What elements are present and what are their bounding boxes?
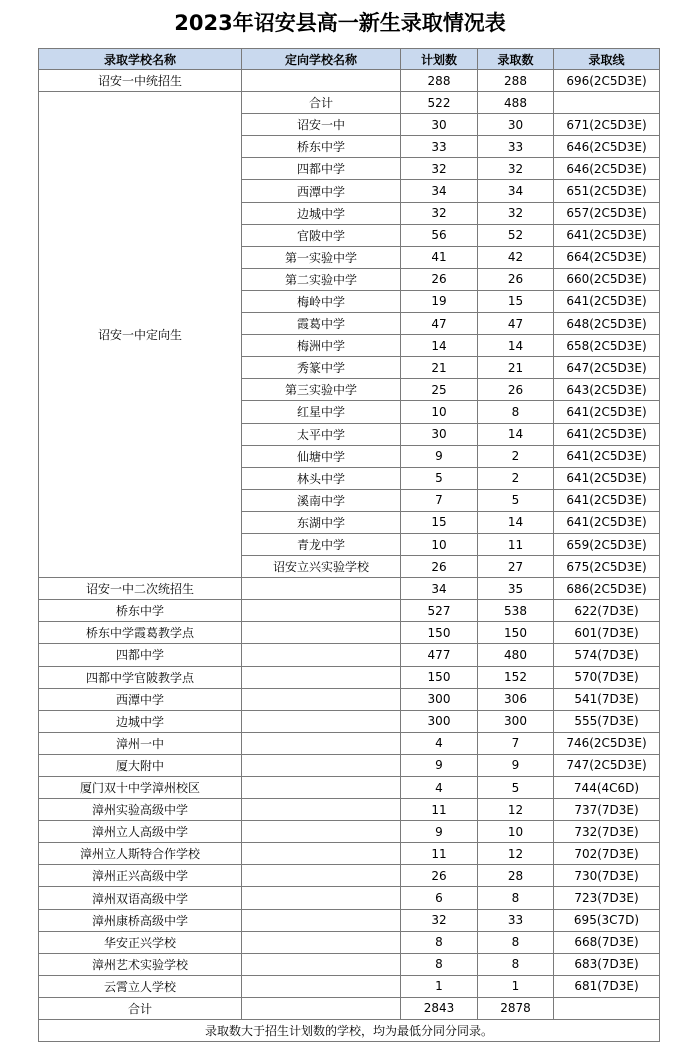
cell-plan: 19 [401, 290, 478, 312]
cell-school: 漳州立人高级中学 [39, 821, 242, 843]
cell-plan: 10 [401, 533, 478, 555]
cell-line: 660(2C5D3E) [554, 268, 660, 290]
cell-admit: 11 [478, 533, 554, 555]
cell-line: 641(2C5D3E) [554, 467, 660, 489]
cell-line: 541(7D3E) [554, 688, 660, 710]
cell-school: 桥东中学霞葛教学点 [39, 622, 242, 644]
table-row [39, 578, 660, 600]
cell-target: 诏安一中 [242, 114, 401, 136]
cell-admit: 488 [478, 92, 554, 114]
cell-target [242, 931, 401, 953]
cell-admit: 32 [478, 202, 554, 224]
cell-school: 漳州一中 [39, 732, 242, 754]
cell-line: 641(2C5D3E) [554, 290, 660, 312]
cell-target [242, 975, 401, 997]
table-row [39, 975, 660, 997]
cell-plan: 25 [401, 379, 478, 401]
cell-plan: 527 [401, 600, 478, 622]
cell-plan: 34 [401, 578, 478, 600]
cell-plan: 1 [401, 975, 478, 997]
cell-line: 671(2C5D3E) [554, 114, 660, 136]
header-plan: 计划数 [401, 49, 478, 70]
cell-line: 696(2C5D3E) [554, 70, 660, 92]
cell-line: 668(7D3E) [554, 931, 660, 953]
cell-target: 边城中学 [242, 202, 401, 224]
cell-admit: 12 [478, 843, 554, 865]
cell-admit: 2 [478, 445, 554, 467]
cell-target [242, 710, 401, 732]
cell-admit: 21 [478, 357, 554, 379]
cell-admit: 10 [478, 821, 554, 843]
cell-target [242, 622, 401, 644]
cell-line: 641(2C5D3E) [554, 511, 660, 533]
cell-plan: 9 [401, 754, 478, 776]
cell-admit: 34 [478, 180, 554, 202]
cell-admit: 8 [478, 887, 554, 909]
cell-line: 647(2C5D3E) [554, 357, 660, 379]
table-row [39, 909, 660, 931]
cell-admit: 1 [478, 975, 554, 997]
cell-admit: 52 [478, 224, 554, 246]
cell-plan: 41 [401, 246, 478, 268]
cell-target: 太平中学 [242, 423, 401, 445]
cell-line: 641(2C5D3E) [554, 445, 660, 467]
cell-plan: 33 [401, 136, 478, 158]
table-row [39, 865, 660, 887]
cell-plan: 10 [401, 401, 478, 423]
cell-plan: 32 [401, 909, 478, 931]
cell-line: 658(2C5D3E) [554, 335, 660, 357]
cell-admit: 27 [478, 556, 554, 578]
cell-plan: 56 [401, 224, 478, 246]
cell-line: 641(2C5D3E) [554, 423, 660, 445]
cell-target: 四都中学 [242, 158, 401, 180]
cell-school: 漳州立人斯特合作学校 [39, 843, 242, 865]
table-row [39, 600, 660, 622]
cell-admit: 47 [478, 313, 554, 335]
cell-line: 643(2C5D3E) [554, 379, 660, 401]
cell-school: 西潭中学 [39, 688, 242, 710]
cell-admit: 30 [478, 114, 554, 136]
cell-plan: 11 [401, 799, 478, 821]
cell-line: 686(2C5D3E) [554, 578, 660, 600]
cell-line: 574(7D3E) [554, 644, 660, 666]
cell-target: 第一实验中学 [242, 246, 401, 268]
cell-plan: 300 [401, 688, 478, 710]
cell-admit: 32 [478, 158, 554, 180]
cell-plan: 11 [401, 843, 478, 865]
cell-line: 664(2C5D3E) [554, 246, 660, 268]
cell-plan: 477 [401, 644, 478, 666]
table-row [39, 732, 660, 754]
table-row [39, 777, 660, 799]
table-note: 录取数大于招生计划数的学校，均为最低分同分同录。 [39, 1020, 660, 1042]
cell-admit: 9 [478, 754, 554, 776]
table-row [39, 997, 660, 1019]
cell-school: 诏安一中二次统招生 [39, 578, 242, 600]
cell-plan: 8 [401, 953, 478, 975]
header-admit: 录取数 [478, 49, 554, 70]
cell-school: 漳州艺术实验学校 [39, 953, 242, 975]
cell-school: 四都中学 [39, 644, 242, 666]
cell-target [242, 777, 401, 799]
cell-plan: 4 [401, 777, 478, 799]
table-row [39, 799, 660, 821]
cell-line: 730(7D3E) [554, 865, 660, 887]
cell-admit: 152 [478, 666, 554, 688]
cell-plan: 14 [401, 335, 478, 357]
cell-line: 641(2C5D3E) [554, 401, 660, 423]
table-row [39, 644, 660, 666]
cell-line: 746(2C5D3E) [554, 732, 660, 754]
cell-target: 合计 [242, 92, 401, 114]
cell-admit: 35 [478, 578, 554, 600]
cell-admit: 12 [478, 799, 554, 821]
table-row [39, 754, 660, 776]
cell-target [242, 732, 401, 754]
cell-plan: 2843 [401, 997, 478, 1019]
cell-school: 厦大附中 [39, 754, 242, 776]
cell-line: 622(7D3E) [554, 600, 660, 622]
cell-admit: 8 [478, 953, 554, 975]
cell-school: 漳州实验高级中学 [39, 799, 242, 821]
cell-target: 林头中学 [242, 467, 401, 489]
cell-target: 官陂中学 [242, 224, 401, 246]
cell-target [242, 843, 401, 865]
cell-plan: 8 [401, 931, 478, 953]
cell-admit: 306 [478, 688, 554, 710]
cell-line: 659(2C5D3E) [554, 533, 660, 555]
cell-target: 东湖中学 [242, 511, 401, 533]
cell-admit: 8 [478, 401, 554, 423]
cell-target: 桥东中学 [242, 136, 401, 158]
cell-plan: 9 [401, 445, 478, 467]
cell-target [242, 578, 401, 600]
cell-target: 梅洲中学 [242, 335, 401, 357]
cell-admit: 33 [478, 136, 554, 158]
cell-target: 霞葛中学 [242, 313, 401, 335]
table-header-row [39, 49, 660, 70]
cell-target [242, 644, 401, 666]
cell-school: 四都中学官陂教学点 [39, 666, 242, 688]
cell-line: 646(2C5D3E) [554, 158, 660, 180]
cell-admit: 538 [478, 600, 554, 622]
cell-school: 华安正兴学校 [39, 931, 242, 953]
cell-admit: 14 [478, 511, 554, 533]
cell-plan: 6 [401, 887, 478, 909]
cell-target: 青龙中学 [242, 533, 401, 555]
cell-plan: 522 [401, 92, 478, 114]
cell-admit: 5 [478, 777, 554, 799]
cell-target [242, 997, 401, 1019]
cell-admit: 33 [478, 909, 554, 931]
cell-school-group: 诏安一中定向生 [39, 92, 242, 578]
cell-line: 675(2C5D3E) [554, 556, 660, 578]
cell-admit: 288 [478, 70, 554, 92]
cell-school: 云霄立人学校 [39, 975, 242, 997]
cell-line [554, 92, 660, 114]
cell-line: 737(7D3E) [554, 799, 660, 821]
header-line: 录取线 [554, 49, 660, 70]
cell-admit: 15 [478, 290, 554, 312]
page-title: 2023年诏安县高一新生录取情况表 [174, 11, 506, 35]
cell-line: 641(2C5D3E) [554, 489, 660, 511]
cell-admit: 28 [478, 865, 554, 887]
cell-plan: 15 [401, 511, 478, 533]
cell-admit: 2878 [478, 997, 554, 1019]
cell-school: 合计 [39, 997, 242, 1019]
header-target: 定向学校名称 [242, 49, 401, 70]
cell-line: 744(4C6D) [554, 777, 660, 799]
cell-line: 732(7D3E) [554, 821, 660, 843]
cell-target: 仙塘中学 [242, 445, 401, 467]
cell-plan: 21 [401, 357, 478, 379]
cell-line: 651(2C5D3E) [554, 180, 660, 202]
cell-target [242, 666, 401, 688]
cell-target [242, 600, 401, 622]
cell-school: 漳州正兴高级中学 [39, 865, 242, 887]
cell-target [242, 688, 401, 710]
table-row [39, 821, 660, 843]
cell-admit: 2 [478, 467, 554, 489]
cell-plan: 26 [401, 865, 478, 887]
cell-plan: 32 [401, 202, 478, 224]
cell-admit: 26 [478, 268, 554, 290]
table-row [39, 622, 660, 644]
cell-plan: 30 [401, 423, 478, 445]
cell-line: 570(7D3E) [554, 666, 660, 688]
admission-table [38, 48, 660, 1042]
cell-plan: 5 [401, 467, 478, 489]
cell-plan: 32 [401, 158, 478, 180]
cell-school: 边城中学 [39, 710, 242, 732]
cell-target: 西潭中学 [242, 180, 401, 202]
cell-plan: 9 [401, 821, 478, 843]
cell-line: 646(2C5D3E) [554, 136, 660, 158]
cell-admit: 7 [478, 732, 554, 754]
cell-target [242, 70, 401, 92]
cell-line: 648(2C5D3E) [554, 313, 660, 335]
table-row [39, 688, 660, 710]
table-body [39, 70, 660, 1042]
cell-plan: 34 [401, 180, 478, 202]
cell-plan: 150 [401, 666, 478, 688]
cell-plan: 30 [401, 114, 478, 136]
cell-line: 555(7D3E) [554, 710, 660, 732]
header-school: 录取学校名称 [39, 49, 242, 70]
cell-line: 657(2C5D3E) [554, 202, 660, 224]
table-row [39, 843, 660, 865]
cell-line: 683(7D3E) [554, 953, 660, 975]
cell-plan: 150 [401, 622, 478, 644]
cell-line: 641(2C5D3E) [554, 224, 660, 246]
cell-target [242, 754, 401, 776]
table-row [39, 953, 660, 975]
table-row [39, 887, 660, 909]
cell-admit: 8 [478, 931, 554, 953]
cell-target: 红星中学 [242, 401, 401, 423]
cell-target: 诏安立兴实验学校 [242, 556, 401, 578]
cell-plan: 26 [401, 268, 478, 290]
cell-admit: 42 [478, 246, 554, 268]
cell-target [242, 799, 401, 821]
cell-target [242, 865, 401, 887]
table-row [39, 931, 660, 953]
table-row [39, 70, 660, 92]
table-row [39, 666, 660, 688]
cell-target [242, 821, 401, 843]
cell-line: 601(7D3E) [554, 622, 660, 644]
cell-line: 681(7D3E) [554, 975, 660, 997]
cell-target [242, 887, 401, 909]
cell-target [242, 953, 401, 975]
cell-admit: 480 [478, 644, 554, 666]
cell-target: 溪南中学 [242, 489, 401, 511]
cell-plan: 288 [401, 70, 478, 92]
cell-line: 747(2C5D3E) [554, 754, 660, 776]
cell-admit: 5 [478, 489, 554, 511]
cell-target: 第二实验中学 [242, 268, 401, 290]
cell-school: 厦门双十中学漳州校区 [39, 777, 242, 799]
cell-target: 梅岭中学 [242, 290, 401, 312]
cell-target: 第三实验中学 [242, 379, 401, 401]
cell-line: 723(7D3E) [554, 887, 660, 909]
table-row [39, 710, 660, 732]
cell-school: 桥东中学 [39, 600, 242, 622]
cell-admit: 14 [478, 335, 554, 357]
cell-plan: 300 [401, 710, 478, 732]
cell-plan: 7 [401, 489, 478, 511]
cell-plan: 47 [401, 313, 478, 335]
cell-school: 诏安一中统招生 [39, 70, 242, 92]
cell-admit: 26 [478, 379, 554, 401]
cell-target: 秀篆中学 [242, 357, 401, 379]
cell-admit: 300 [478, 710, 554, 732]
cell-admit: 14 [478, 423, 554, 445]
cell-target [242, 909, 401, 931]
cell-school: 漳州双语高级中学 [39, 887, 242, 909]
table-note-row [39, 1020, 660, 1042]
cell-plan: 26 [401, 556, 478, 578]
cell-line: 695(3C7D) [554, 909, 660, 931]
cell-line: 702(7D3E) [554, 843, 660, 865]
cell-line [554, 997, 660, 1019]
table-row [39, 92, 660, 114]
cell-admit: 150 [478, 622, 554, 644]
cell-plan: 4 [401, 732, 478, 754]
cell-school: 漳州康桥高级中学 [39, 909, 242, 931]
